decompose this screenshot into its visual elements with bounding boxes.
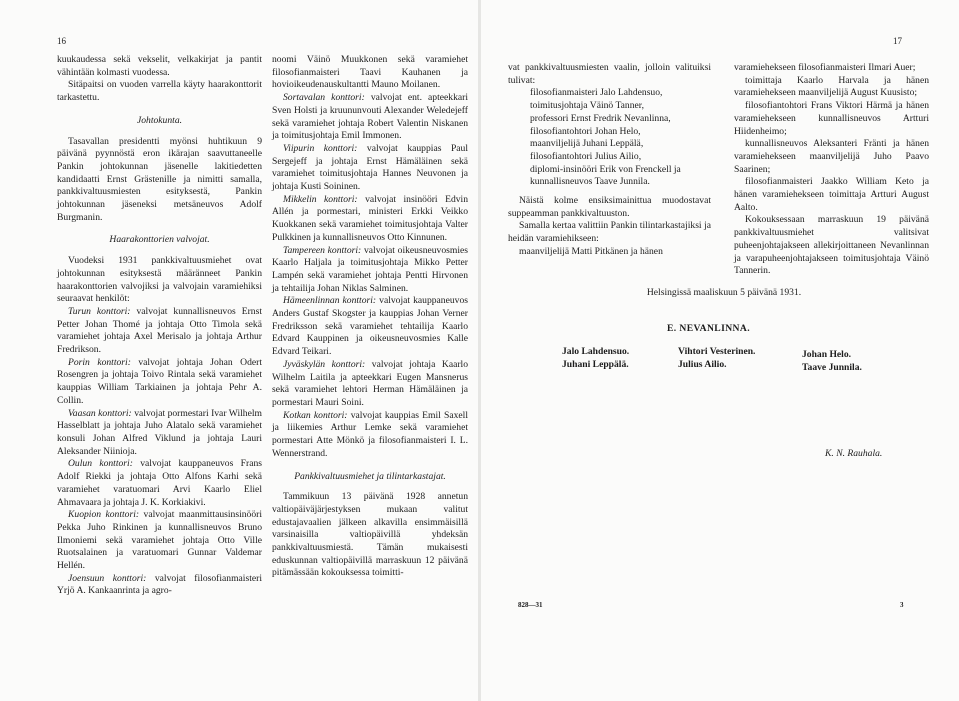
page-number-right: 17: [893, 36, 902, 46]
branch-text: valvojat pormestari Ivar Wilhelm Hasselblatt ja johtaja Juho Alatalo sekä varamiehet konsuli Johan Alfred Viklund ja johtaja Lauri Aleksander Niinioja.: [57, 407, 262, 457]
branch-name: Vaasan konttori:: [68, 407, 132, 419]
signature: Julius Ailio.: [678, 358, 727, 370]
paragraph: kunnallisneuvos Aleksanteri Fränti ja hänen varamiehekseen maanviljelijä Juho Paavo Saarinen;: [734, 138, 929, 175]
elected-list: [508, 87, 711, 189]
paragraph: toimittaja Kaarlo Harvala ja hänen varamiehekseen maanviljelijä August Kuusisto;: [734, 74, 929, 99]
branch-entry-sortavala: [272, 92, 468, 143]
paragraph: maanviljelijä Matti Pitkänen ja hänen: [519, 245, 663, 257]
branch-name: Sortavalan konttori:: [283, 92, 365, 104]
page-number-left: 16: [57, 36, 66, 46]
paragraph: Tasavallan presidentti myönsi huhtikuun 9 päivänä pyynnöstä eron ikärajan saavuttaneelle Pankin johtokunnan jäsenelle lakitiedetten kandidaatti Ernst Grästenille ja nimitti samalla, pankkivaltuusmiesten esityksestä, Pankin johtokunnan jäseneksi metsäneuvos Adolf Burgmanin.: [57, 135, 262, 223]
signature-block-3: [802, 349, 862, 374]
signature: Juhani Leppälä.: [562, 358, 629, 370]
signature: Jalo Lahdensuo.: [562, 346, 630, 357]
paragraph: Vuodeksi 1931 pankkivaltuusmiehet ovat johtokunnan esityksestä määränneet Pankin haarakonttorien valvojiksi ja valvojain varamiehiksi seuraavat henkilöt:: [57, 255, 262, 305]
branch-entry-jyvaskyla: [272, 359, 468, 410]
branch-text: valvojat kauppaneuvos Frans Adolf Riekki ja johtaja Otto Alfons Karhi sekä varamiehet varatuomari Arvi Kaarlo Eliel Ahmavaara ja johtaja J. K. Korkiakivi.: [57, 458, 262, 508]
branch-name: Oulun konttori:: [68, 458, 133, 470]
paragraph: filosofiantohtori Frans Viktori Härmä ja hänen varamiehekseen kunnallisneuvos Artturi Hiidenheimo;: [734, 100, 929, 137]
branch-entry-hameenlinna: [272, 295, 468, 359]
sheet-mark: 3: [900, 601, 904, 609]
branch-name: Kuopion konttori:: [68, 509, 140, 521]
branch-entry-viipuri: [272, 143, 468, 194]
section-heading-bank-supervisors: Pankkivaltuusmiehet ja tilintarkastajat.: [294, 470, 446, 482]
paragraph: Näistä kolme ensiksimainittua muodostavat suppeamman pankkivaltuuston.: [508, 195, 711, 219]
branch-name: Kotkan konttori:: [283, 409, 348, 421]
branch-entry-turku: [57, 306, 262, 357]
branch-entry-pori: [57, 357, 262, 408]
branch-text: valvojat kauppias Paul Sergejeff ja johtaja Ernst Hämäläinen sekä varamiehet toimitusjohtaja Hannes Neuvonen ja johtaja Kusti Soininen.: [272, 142, 469, 193]
branch-entry-kuopio: [57, 509, 262, 573]
branch-name: Porin konttori:: [68, 356, 131, 368]
left-page: [0, 0, 478, 701]
branch-name: Tampereen konttori:: [283, 244, 362, 256]
branch-text: valvojat insinööri Edvin Allén ja pormestari, ministeri Erkki Veikko Kuokkanen sekä varamiehet toimitusjohtaja Valter Pulkkinen ja kunnallisneuvos Otto Kinnunen.: [272, 193, 468, 243]
paragraph: Tammikuun 13 päivänä 1928 annetun valtiopäiväjärjestyksen mukaan valitut edustajavaalien jälkeen alkavilla ensimmäisillä varsinaisilla valtiopäivillä yhdeksän pankkivaltuusmiestä. Tämän mukaisesti eduskunnan valtiopäivillä marraskuun 12 päivänä pitämässään kokouksessa toimitti-: [272, 491, 468, 579]
list-item: filosofiantohtori Johan Helo,: [530, 125, 641, 137]
secretary-signature: K. N. Rauhala.: [825, 448, 883, 459]
list-item: maanviljelijä Juhani Leppälä,: [530, 138, 644, 150]
chairman-signature: E. NEVANLINNA.: [667, 323, 750, 334]
branch-name: Mikkelin konttori:: [283, 193, 358, 205]
branch-name: Viipurin konttori:: [283, 142, 358, 154]
right-page-column-2: [734, 62, 929, 278]
signature-block-2: [678, 346, 755, 371]
branch-text: valvojat kauppias Emil Saxell ja liikemies Arthur Lemke sekä varamiehet pormestari Atte Mönkö ja filosofianmaisteri I. L. Wennerstrand.: [272, 409, 468, 459]
branch-entry-mikkeli: [272, 194, 468, 245]
paragraph: vat pankkivaltuusmiesten vaalin, jolloin valituiksi tulivat:: [508, 62, 711, 86]
branch-text: valvojat johtaja Johan Odert Rosengren ja johtaja Toivo Rintala sekä varamiehet kauppias William Tarkiainen ja johtaja Pehr A. Collin.: [57, 356, 262, 406]
branch-name: Hämeenlinnan konttori:: [283, 295, 377, 307]
left-page-column-2: [272, 54, 468, 580]
branch-entry-joensuu: [57, 573, 262, 598]
branch-text: valvojat kauppaneuvos Anders Gustaf Skogster ja kauppias Johan Verner Fredriksson sekä varamiehet tehtailija Kaarlo Edvard Kauppinen ja oikeusneuvosmies Kalle Edvard Teikari.: [272, 295, 468, 358]
section-heading-board: Johtokunta.: [136, 114, 183, 126]
list-item: professori Ernst Fredrik Nevanlinna,: [530, 112, 671, 124]
branch-text: valvojat oikeusneuvosmies Kaarlo Haljala ja toimitusjohtaja Mikko Petter Lampén sekä varamiehet johtaja Pentti Hirvonen ja tehtailija Johan Niklas Salminen.: [272, 244, 468, 294]
branch-entry-tampere: [272, 245, 468, 296]
paragraph: Sitäpaitsi on vuoden varrella käyty haarakonttorit tarkastettu.: [57, 79, 262, 104]
paragraph: filosofianmaisteri Jaakko William Keto ja hänen varamiehekseen toimittaja Artturi August Aalto.: [734, 176, 929, 213]
branch-text: valvojat kunnallisneuvos Ernst Petter Johan Thomé ja johtaja Otto Timola sekä varamiehet johtaja Axel Merisalo ja johtaja Arthur Fredrikson.: [57, 305, 262, 356]
signature-block-1: [562, 346, 629, 371]
branch-entry-vaasa: [57, 408, 262, 459]
printer-mark: 828—31: [518, 601, 543, 609]
paragraph: kuukaudessa sekä vekselit, velkakirjat ja pantit vähintään kolmasti vuodessa.: [57, 54, 262, 78]
right-page: [481, 0, 959, 701]
branch-text: valvojat maanmittausinsinööri Pekka Juho Rinkinen ja kunnallisneuvos Bruno Ilmoniemi sekä varamiehet johtaja Otto Ville Ruotsalainen ja varatuomari Gunnar Valdemar Hellén.: [57, 509, 262, 572]
paragraph: Samalla kertaa valittiin Pankin tilintarkastajiksi ja heidän varamiehikseen:: [508, 220, 711, 245]
paragraph: noomi Väinö Muukkonen sekä varamiehet filosofianmaisteri Taavi Kauhanen ja hovioikeudenauskultantti Mauno Moilanen.: [272, 54, 468, 91]
list-item: filosofianmaisteri Jalo Lahdensuo,: [530, 87, 663, 99]
signature: Vihtori Vesterinen.: [678, 346, 756, 357]
list-item: diplomi-insinööri Erik von Frenckell ja: [530, 163, 681, 175]
branch-entry-kotka: [272, 410, 468, 461]
branch-name: Turun konttori:: [68, 305, 131, 317]
signature: Johan Helo.: [802, 349, 852, 360]
branch-entry-oulu: [57, 458, 262, 509]
section-heading-branch-supervisors: Haarakonttorien valvojat.: [109, 234, 210, 246]
place-date: Helsingissä maaliskuun 5 päivänä 1931.: [646, 287, 802, 298]
paragraph: varamiehekseen filosofianmaisteri Ilmari Auer;: [734, 62, 916, 73]
branch-text: valvojat filosofianmaisteri Yrjö A. Kankaanrinta ja agro-: [57, 572, 262, 597]
list-item: filosofiantohtori Julius Ailio,: [530, 150, 642, 162]
branch-name: Joensuun konttori:: [68, 572, 147, 584]
signature: Taave Junnila.: [802, 361, 862, 373]
branch-name: Jyväskylän konttori:: [283, 358, 366, 370]
place-date-line: [508, 287, 929, 300]
paragraph: Kokouksessaan marraskuun 19 päivänä pankkivaltuusmiehet valitsivat puheenjohtajakseen allekirjoittaneen Nevanlinnan ja varapuheenjohtajakseen toimitusjohtaja Väinö Tannerin.: [734, 214, 929, 277]
list-item: toimitusjohtaja Väinö Tanner,: [530, 100, 644, 112]
right-page-column-1: [508, 62, 711, 259]
branch-text: valvojat ent. apteekkari Sven Holsti ja kruununvouti Alexander Weledejeff sekä varamiehet johtaja Robert Valentin Niskanen ja toimitusjohtaja Emil Immonen.: [272, 92, 468, 142]
list-item: kunnallisneuvos Taave Junnila.: [530, 176, 650, 188]
branch-text: valvojat johtaja Kaarlo Wilhelm Laitila ja apteekkari Eugen Mansnerus sekä varamiehet lehtori Herman Hämäläinen ja pormestari Mauri Soini.: [272, 358, 468, 408]
left-page-column-1: [57, 54, 262, 598]
